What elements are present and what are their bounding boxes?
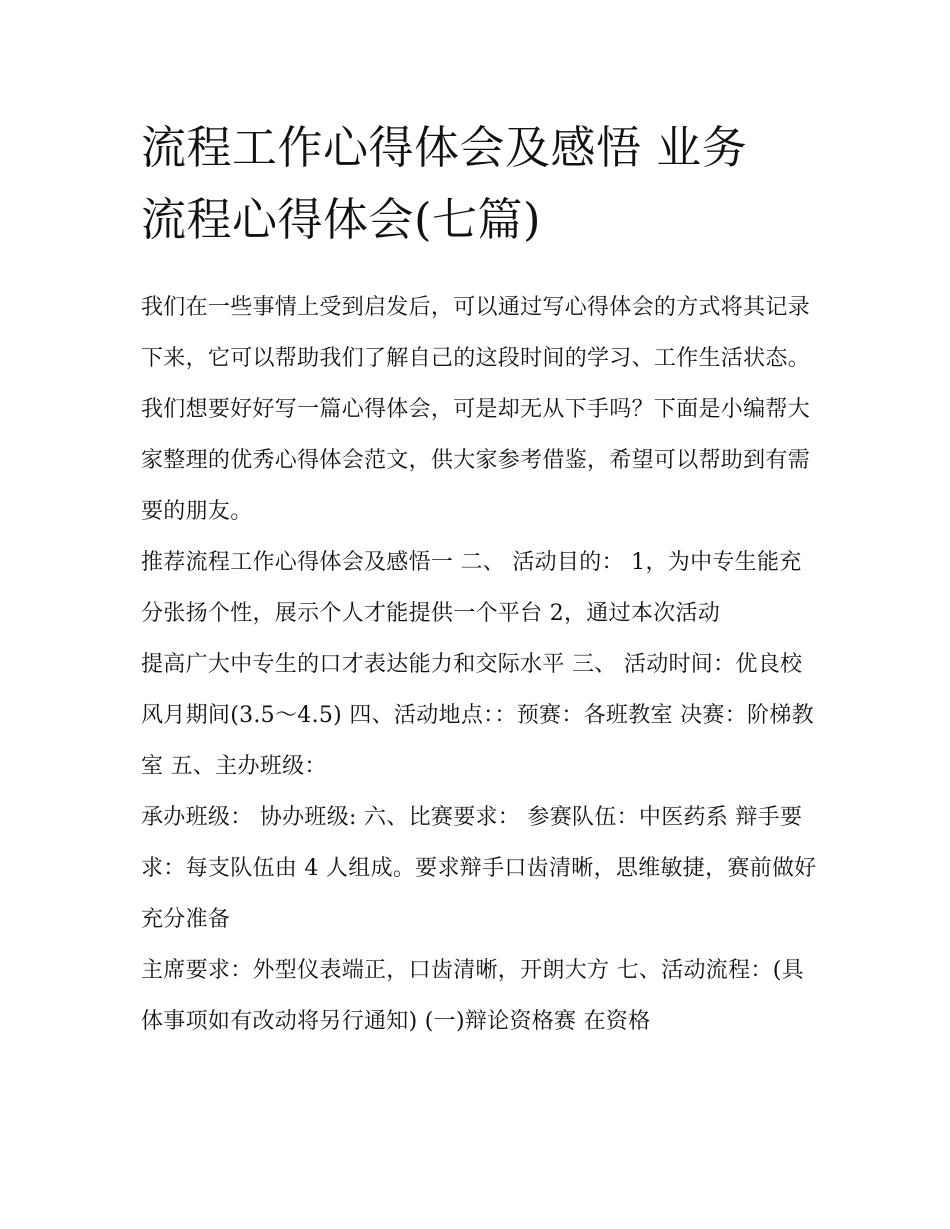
document-body — [141, 112, 821, 1047]
paragraph-activity-time-place: 提高广大中专生的口才表达能力和交际水平 三、 活动时间：优良校风月期间(3.5～4.5) 四、活动地点：：预赛：各班教室 决赛：阶梯教室 五、主办班级： — [141, 652, 814, 779]
paragraph-intro: 我们在一些事情上受到启发后，可以通过写心得体会的方式将其记录下来，它可以帮助我们了解自己的这段时间的学习、工作生活状态。我们想要好好写一篇心得体会，可是却无从下手吗？下面是小编帮大家整理的优秀心得体会范文，供大家参考借鉴，希望可以帮助到有需要的朋友。 — [141, 295, 811, 524]
title-line-2: 流程心得体会(七篇) — [141, 193, 542, 246]
paragraph-chair-requirements: 主席要求：外型仪表端正，口齿清晰，开朗大方 七、活动流程：(具体事项如有改动将另行通知) (一)辩论资格赛 在资格 — [141, 958, 804, 1034]
paragraph-activity-purpose: 推荐流程工作心得体会及感悟一 二、 活动目的： 1，为中专生能充分张扬个性，展示个人才能提供一个平台 2，通过本次活动 — [141, 550, 802, 626]
document-title — [141, 112, 821, 256]
paragraph-competition-requirements: 承办班级： 协办班级: 六、比赛要求： 参赛队伍：中医药系 辩手要求：每支队伍由 4 人组成。要求辩手口齿清晰，思维敏捷，赛前做好充分准备 — [141, 805, 817, 932]
title-line-1: 流程工作心得体会及感悟 业务 — [141, 121, 748, 174]
